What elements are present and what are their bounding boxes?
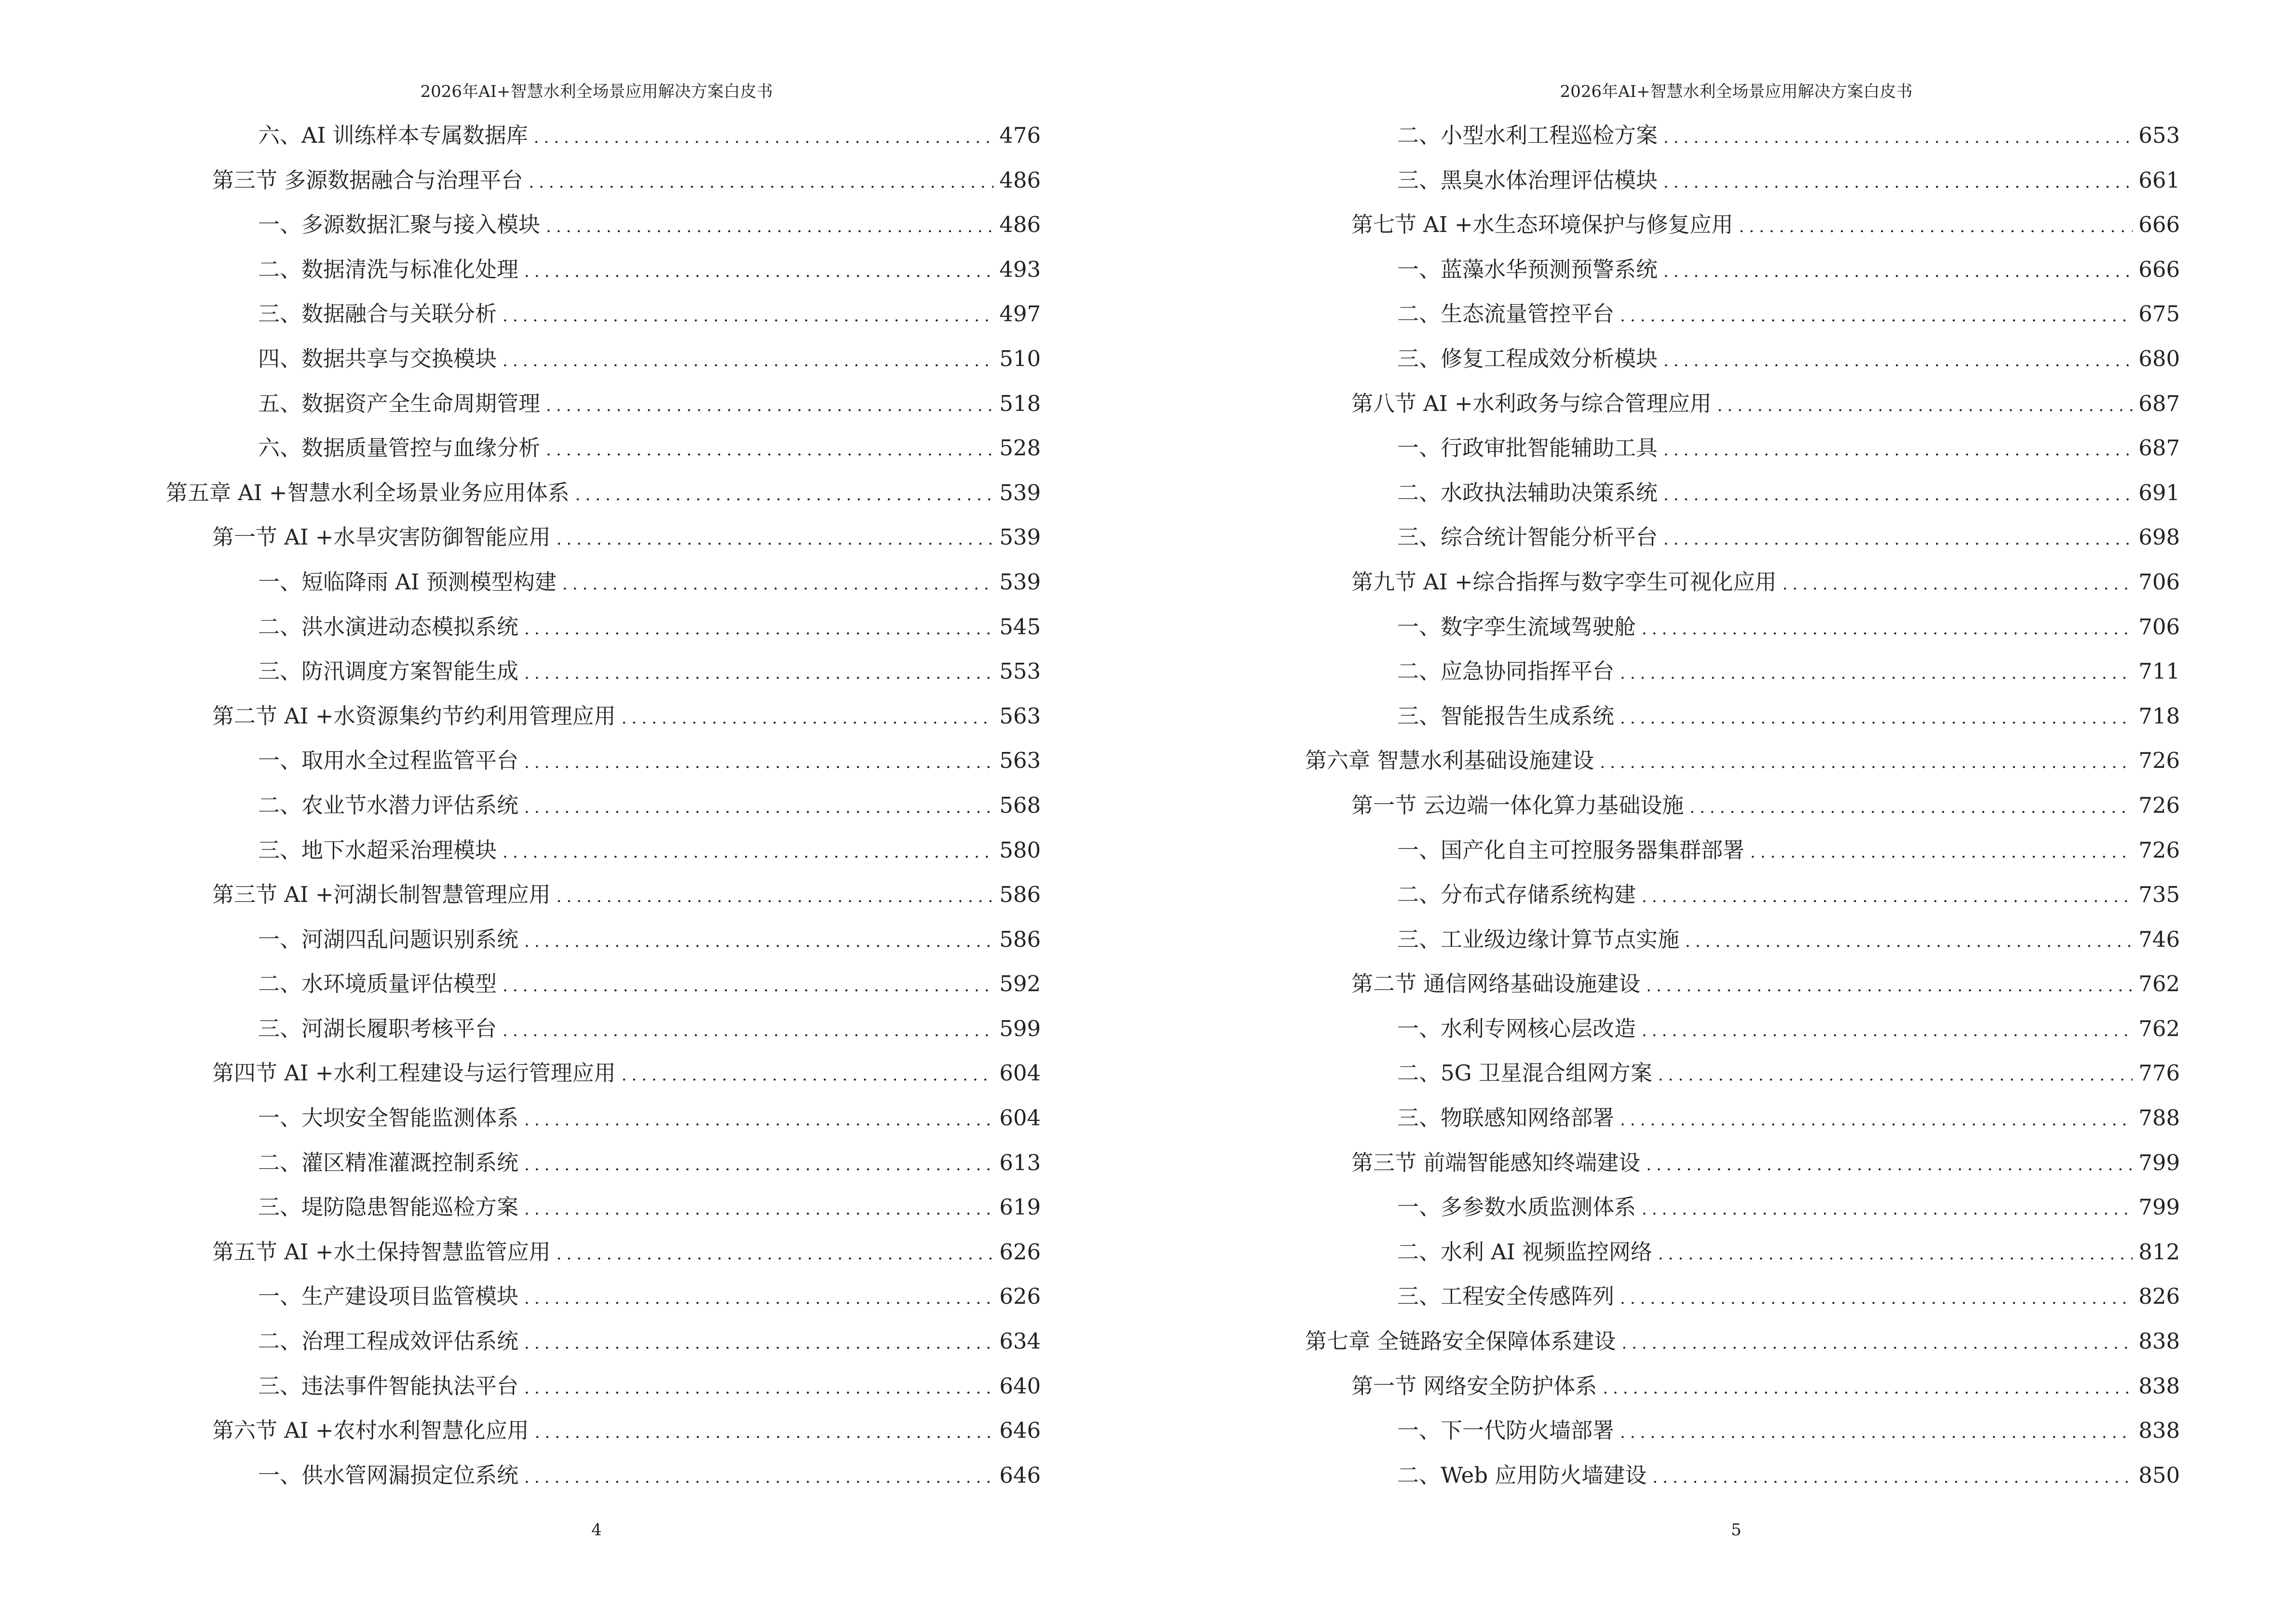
toc-entry-page: 812 [2138, 1239, 2180, 1265]
toc-entry[interactable] [1305, 253, 2180, 298]
toc-entry-page: 604 [999, 1105, 1041, 1131]
dot-leader [529, 165, 994, 199]
toc-entry[interactable] [166, 744, 1041, 789]
toc-entry[interactable] [166, 253, 1041, 298]
dot-leader [524, 1103, 994, 1137]
toc-entry-title: 四、数据共享与交换模块 [258, 345, 497, 371]
toc-entry-page: 497 [999, 301, 1041, 327]
toc-entry[interactable] [1305, 1414, 2180, 1459]
toc-entry-page: 788 [2138, 1105, 2180, 1131]
dot-leader [1717, 389, 2133, 423]
toc-entry[interactable] [166, 431, 1041, 476]
dot-leader [546, 433, 994, 467]
toc-entry[interactable] [1305, 833, 2180, 878]
dot-leader [1642, 1192, 2133, 1226]
toc-entry-title: 第六章 智慧水利基础设施建设 [1305, 748, 1594, 774]
dot-leader [546, 389, 994, 423]
toc-entry-title: 第四节 AI +水利工程建设与运行管理应用 [212, 1060, 616, 1086]
toc-entry-title: 二、Web 应用防火墙建设 [1397, 1462, 1647, 1488]
dot-leader [1620, 1103, 2133, 1137]
toc-entry-page: 653 [2138, 123, 2180, 148]
toc-entry[interactable] [166, 967, 1041, 1012]
toc-entry-title: 五、数据资产全生命周期管理 [258, 390, 541, 416]
dot-leader [1646, 1148, 2133, 1182]
dot-leader [1685, 925, 2133, 958]
dot-leader [524, 1282, 994, 1315]
toc-entry-page: 735 [2138, 882, 2180, 908]
toc-entry-title: 三、修复工程成效分析模块 [1397, 345, 1658, 371]
dot-leader [1658, 1237, 2133, 1271]
dot-leader [503, 969, 994, 1003]
toc-entry-title: 第五节 AI +水土保持智慧监管应用 [212, 1239, 551, 1265]
toc-entry-title: 六、AI 训练样本专属数据库 [258, 123, 528, 148]
dot-leader [524, 612, 994, 646]
dot-leader [1621, 1326, 2133, 1360]
dot-leader [535, 1416, 994, 1449]
toc-entry-page: 599 [999, 1015, 1041, 1041]
toc-entry-title: 一、下一代防火墙部署 [1397, 1418, 1615, 1444]
toc-entry[interactable] [166, 476, 1041, 521]
dot-leader [1646, 969, 2133, 1003]
toc-entry-title: 第一节 AI +水旱灾害防御智能应用 [212, 524, 551, 550]
toc-entry[interactable] [166, 1190, 1041, 1235]
toc-entry-page: 680 [2138, 345, 2180, 371]
toc-entry-page: 706 [2138, 614, 2180, 640]
toc-entry[interactable] [1305, 208, 2180, 253]
toc-entry-page: 626 [999, 1239, 1041, 1265]
dot-leader [1663, 255, 2133, 288]
toc-entry-page: 726 [2138, 792, 2180, 818]
toc-entry-page: 762 [2138, 1015, 2180, 1041]
toc-entry-title: 三、违法事件智能执法平台 [258, 1373, 519, 1399]
toc-entry-title: 一、取用水全过程监管平台 [258, 748, 519, 774]
toc-entry-page: 626 [999, 1283, 1041, 1310]
dot-leader [503, 1014, 994, 1048]
toc-entry-title: 第八节 AI +水利政务与综合管理应用 [1351, 390, 1712, 416]
toc-entry-title: 三、黑臭水体治理评估模块 [1397, 167, 1658, 193]
right-page [1144, 0, 2287, 1624]
toc-entry[interactable] [1305, 164, 2180, 208]
toc-entry-title: 第九节 AI +综合指挥与数字孪生可视化应用 [1351, 569, 1777, 595]
toc-entry-page: 850 [2138, 1462, 2180, 1488]
toc-entry-title: 一、蓝藻水华预测预警系统 [1397, 256, 1658, 282]
dot-leader [524, 1192, 994, 1226]
toc-entry-page: 711 [2138, 658, 2180, 684]
toc-entry-title: 二、水环境质量评估模型 [258, 971, 497, 997]
toc-entry-title: 二、治理工程成效评估系统 [258, 1328, 519, 1354]
toc-entry[interactable] [166, 610, 1041, 655]
toc-entry[interactable] [166, 923, 1041, 968]
dot-leader [524, 1371, 994, 1405]
toc-entry-page: 687 [2138, 435, 2180, 461]
toc-entry-page: 545 [999, 614, 1041, 640]
toc-entry[interactable] [1305, 342, 2180, 387]
toc-entry-title: 第一节 网络安全防护体系 [1351, 1373, 1597, 1399]
toc-entry-page: 799 [2138, 1149, 2180, 1175]
toc-entry-title: 三、河湖长履职考核平台 [258, 1015, 497, 1041]
toc-entry-page: 675 [2138, 301, 2180, 327]
toc-entry-page: 661 [2138, 167, 2180, 193]
dot-leader [557, 522, 994, 556]
toc-entry-title: 第二节 AI +水资源集约节约利用管理应用 [212, 703, 616, 729]
toc-entry[interactable] [1305, 1056, 2180, 1101]
dot-leader [524, 255, 994, 288]
dot-leader [562, 567, 994, 601]
toc-entry[interactable] [166, 655, 1041, 699]
toc-entry-title: 三、综合统计智能分析平台 [1397, 524, 1658, 550]
toc-entry-page: 580 [999, 837, 1041, 863]
dot-leader [1642, 880, 2133, 914]
toc-entry-title: 一、多参数水质监测体系 [1397, 1194, 1636, 1220]
toc-entry-title: 三、工业级边缘计算节点实施 [1397, 926, 1680, 952]
toc-entry[interactable] [166, 1369, 1041, 1414]
toc-entry-page: 838 [2138, 1373, 2180, 1399]
toc-entry-title: 一、行政审批智能辅助工具 [1397, 435, 1658, 461]
dot-leader [1663, 433, 2133, 467]
dot-leader [1739, 210, 2133, 244]
toc-entry[interactable] [166, 1280, 1041, 1324]
toc-entry-title: 三、堤防隐患智能巡检方案 [258, 1194, 519, 1220]
toc-entry[interactable] [166, 699, 1041, 744]
toc-entry-page: 706 [2138, 569, 2180, 595]
toc-entry-page: 698 [2138, 524, 2180, 550]
toc-entry-title: 第三节 AI +河湖长制智慧管理应用 [212, 882, 551, 908]
toc-entry-title: 二、水利 AI 视频监控网络 [1397, 1239, 1652, 1265]
toc-entry[interactable] [1305, 967, 2180, 1012]
dot-leader [1663, 121, 2133, 154]
toc-entry-title: 三、工程安全传感阵列 [1397, 1283, 1615, 1310]
toc-entry[interactable] [166, 520, 1041, 565]
toc-entry-title: 一、数字孪生流域驾驶舱 [1397, 614, 1636, 640]
running-header: 2026年AI+智慧水利全场景应用解决方案白皮书 [420, 82, 773, 101]
page-number: 5 [1731, 1520, 1742, 1540]
toc-entry-page: 568 [999, 792, 1041, 818]
dot-leader [524, 1148, 994, 1182]
dot-leader [524, 925, 994, 958]
toc-entry[interactable] [1305, 655, 2180, 699]
dot-leader [1620, 299, 2133, 333]
toc-entry[interactable] [1305, 297, 2180, 342]
toc-entry[interactable] [166, 1235, 1041, 1280]
toc-entry-page: 613 [999, 1149, 1041, 1175]
toc-entry-title: 二、5G 卫星混合组网方案 [1397, 1060, 1652, 1086]
toc-entry[interactable] [166, 1056, 1041, 1101]
toc-entry-page: 493 [999, 256, 1041, 282]
dot-leader [534, 121, 994, 154]
toc-entry-page: 586 [999, 882, 1041, 908]
toc-entry[interactable] [1305, 789, 2180, 833]
toc-entry[interactable] [1305, 610, 2180, 655]
toc-entry[interactable] [166, 164, 1041, 208]
page-number: 4 [591, 1520, 602, 1540]
toc-entry-title: 三、数据融合与关联分析 [258, 301, 497, 327]
toc-entry-page: 563 [999, 703, 1041, 729]
dot-leader [524, 1326, 994, 1360]
dot-leader [1603, 1371, 2133, 1405]
toc-entry[interactable] [1305, 565, 2180, 610]
toc-entry-title: 第五章 AI +智慧水利全场景业务应用体系 [166, 479, 570, 505]
toc-entry-page: 604 [999, 1060, 1041, 1086]
toc-entry-title: 一、大坝安全智能监测体系 [258, 1105, 519, 1131]
toc-entry[interactable] [1305, 520, 2180, 565]
toc-entry[interactable] [1305, 744, 2180, 789]
dot-leader [1689, 791, 2133, 824]
dot-leader [524, 1460, 994, 1494]
dot-leader [1658, 1058, 2133, 1092]
dot-leader [1600, 746, 2133, 779]
toc-entry-page: 592 [999, 971, 1041, 997]
dot-leader [524, 746, 994, 779]
toc-entry-page: 640 [999, 1373, 1041, 1399]
dot-leader [1652, 1460, 2133, 1494]
toc-entry[interactable] [1305, 1369, 2180, 1414]
toc-entry[interactable] [1305, 387, 2180, 432]
toc-entry-page: 510 [999, 345, 1041, 371]
toc-entry-page: 666 [2138, 212, 2180, 238]
toc-entry-title: 一、供水管网漏损定位系统 [258, 1462, 519, 1488]
toc-entry-title: 三、地下水超采治理模块 [258, 837, 497, 863]
dot-leader [622, 1058, 994, 1092]
toc-entry-title: 二、灌区精准灌溉控制系统 [258, 1149, 519, 1175]
toc-entry[interactable] [1305, 1101, 2180, 1146]
toc-entry[interactable] [166, 208, 1041, 253]
toc-list [166, 119, 1041, 1503]
toc-entry-page: 799 [2138, 1194, 2180, 1220]
dot-leader [557, 1237, 994, 1271]
toc-list [1305, 119, 2180, 1503]
toc-entry[interactable] [166, 119, 1041, 164]
toc-entry-title: 二、分布式存储系统构建 [1397, 882, 1636, 908]
toc-entry-title: 二、生态流量管控平台 [1397, 301, 1615, 327]
dot-leader [1620, 1416, 2133, 1449]
dot-leader [546, 210, 994, 244]
toc-entry-title: 第二节 通信网络基础设施建设 [1351, 971, 1641, 997]
dot-leader [1663, 344, 2133, 378]
toc-entry-page: 539 [999, 479, 1041, 505]
toc-entry[interactable] [166, 387, 1041, 432]
toc-entry[interactable] [1305, 923, 2180, 968]
toc-entry-title: 第七章 全链路安全保障体系建设 [1305, 1328, 1616, 1354]
toc-entry[interactable] [166, 1459, 1041, 1503]
toc-entry-page: 762 [2138, 971, 2180, 997]
toc-entry[interactable] [1305, 1146, 2180, 1191]
toc-entry[interactable] [166, 789, 1041, 833]
toc-entry-page: 539 [999, 524, 1041, 550]
dot-leader [622, 701, 994, 735]
toc-entry-page: 776 [2138, 1060, 2180, 1086]
dot-leader [524, 656, 994, 690]
dot-leader [1663, 522, 2133, 556]
toc-entry-page: 486 [999, 167, 1041, 193]
dot-leader [1620, 656, 2133, 690]
dot-leader [557, 880, 994, 914]
toc-entry-title: 三、智能报告生成系统 [1397, 703, 1615, 729]
toc-entry[interactable] [166, 1146, 1041, 1191]
toc-entry-title: 第一节 云边端一体化算力基础设施 [1351, 792, 1684, 818]
toc-entry[interactable] [166, 297, 1041, 342]
toc-entry-title: 二、小型水利工程巡检方案 [1397, 123, 1658, 148]
dot-leader [1663, 478, 2133, 512]
dot-leader [1620, 701, 2133, 735]
dot-leader [575, 478, 994, 512]
toc-entry-page: 646 [999, 1418, 1041, 1444]
dot-leader [1783, 567, 2133, 601]
toc-entry-page: 476 [999, 123, 1041, 148]
toc-entry-page: 746 [2138, 926, 2180, 952]
toc-entry-page: 838 [2138, 1418, 2180, 1444]
toc-entry-title: 六、数据质量管控与血缘分析 [258, 435, 541, 461]
toc-entry-page: 826 [2138, 1283, 2180, 1310]
toc-entry[interactable] [1305, 1012, 2180, 1057]
toc-entry-page: 718 [2138, 703, 2180, 729]
toc-entry[interactable] [1305, 1459, 2180, 1503]
toc-entry-page: 687 [2138, 390, 2180, 416]
toc-entry-title: 二、水政执法辅助决策系统 [1397, 479, 1658, 505]
toc-entry[interactable] [1305, 699, 2180, 744]
toc-entry[interactable] [166, 878, 1041, 923]
toc-entry-page: 838 [2138, 1328, 2180, 1354]
toc-entry[interactable] [1305, 878, 2180, 923]
toc-entry-title: 一、河湖四乱问题识别系统 [258, 926, 519, 952]
toc-entry-title: 一、短临降雨 AI 预测模型构建 [258, 569, 557, 595]
toc-entry-title: 一、国产化自主可控服务器集群部署 [1397, 837, 1745, 863]
toc-entry-title: 三、防汛调度方案智能生成 [258, 658, 519, 684]
toc-entry[interactable] [1305, 476, 2180, 521]
toc-entry-page: 563 [999, 748, 1041, 774]
toc-entry-page: 634 [999, 1328, 1041, 1354]
dot-leader [1642, 1014, 2133, 1048]
toc-entry-page: 726 [2138, 748, 2180, 774]
toc-entry-page: 539 [999, 569, 1041, 595]
toc-entry-title: 一、水利专网核心层改造 [1397, 1015, 1636, 1041]
toc-entry-title: 第三节 前端智能感知终端建设 [1351, 1149, 1641, 1175]
toc-entry-title: 二、应急协同指挥平台 [1397, 658, 1615, 684]
dot-leader [1750, 835, 2133, 869]
toc-entry-title: 三、物联感知网络部署 [1397, 1105, 1615, 1131]
toc-entry-title: 第七节 AI +水生态环境保护与修复应用 [1351, 212, 1733, 238]
toc-entry-title: 二、数据清洗与标准化处理 [258, 256, 519, 282]
toc-entry-title: 一、生产建设项目监管模块 [258, 1283, 519, 1310]
toc-entry-title: 第六节 AI +农村水利智慧化应用 [212, 1418, 529, 1444]
toc-entry-title: 一、多源数据汇聚与接入模块 [258, 212, 541, 238]
toc-entry[interactable] [1305, 1324, 2180, 1369]
toc-entry[interactable] [166, 1012, 1041, 1057]
toc-entry[interactable] [166, 833, 1041, 878]
toc-entry[interactable] [1305, 119, 2180, 164]
toc-entry-page: 486 [999, 212, 1041, 238]
toc-entry-page: 619 [999, 1194, 1041, 1220]
toc-entry-page: 646 [999, 1462, 1041, 1488]
dot-leader [1620, 1282, 2133, 1315]
toc-entry[interactable] [1305, 1235, 2180, 1280]
toc-entry[interactable] [166, 342, 1041, 387]
dot-leader [503, 835, 994, 869]
running-header: 2026年AI+智慧水利全场景应用解决方案白皮书 [1560, 82, 1913, 101]
dot-leader [1642, 612, 2133, 646]
toc-entry-page: 528 [999, 435, 1041, 461]
dot-leader [524, 791, 994, 824]
dot-leader [1663, 165, 2133, 199]
toc-entry-title: 第三节 多源数据融合与治理平台 [212, 167, 523, 193]
toc-entry-page: 586 [999, 926, 1041, 952]
dot-leader [503, 299, 994, 333]
toc-entry[interactable] [1305, 431, 2180, 476]
toc-entry[interactable] [166, 1414, 1041, 1459]
toc-entry-page: 553 [999, 658, 1041, 684]
toc-entry-page: 726 [2138, 837, 2180, 863]
toc-entry-page: 691 [2138, 479, 2180, 505]
toc-entry[interactable] [1305, 1280, 2180, 1324]
toc-entry[interactable] [1305, 1190, 2180, 1235]
toc-entry[interactable] [166, 565, 1041, 610]
toc-entry[interactable] [166, 1101, 1041, 1146]
toc-entry[interactable] [166, 1324, 1041, 1369]
dot-leader [503, 344, 994, 378]
toc-entry-page: 518 [999, 390, 1041, 416]
toc-entry-title: 二、洪水演进动态模拟系统 [258, 614, 519, 640]
toc-entry-page: 666 [2138, 256, 2180, 282]
toc-entry-title: 二、农业节水潜力评估系统 [258, 792, 519, 818]
